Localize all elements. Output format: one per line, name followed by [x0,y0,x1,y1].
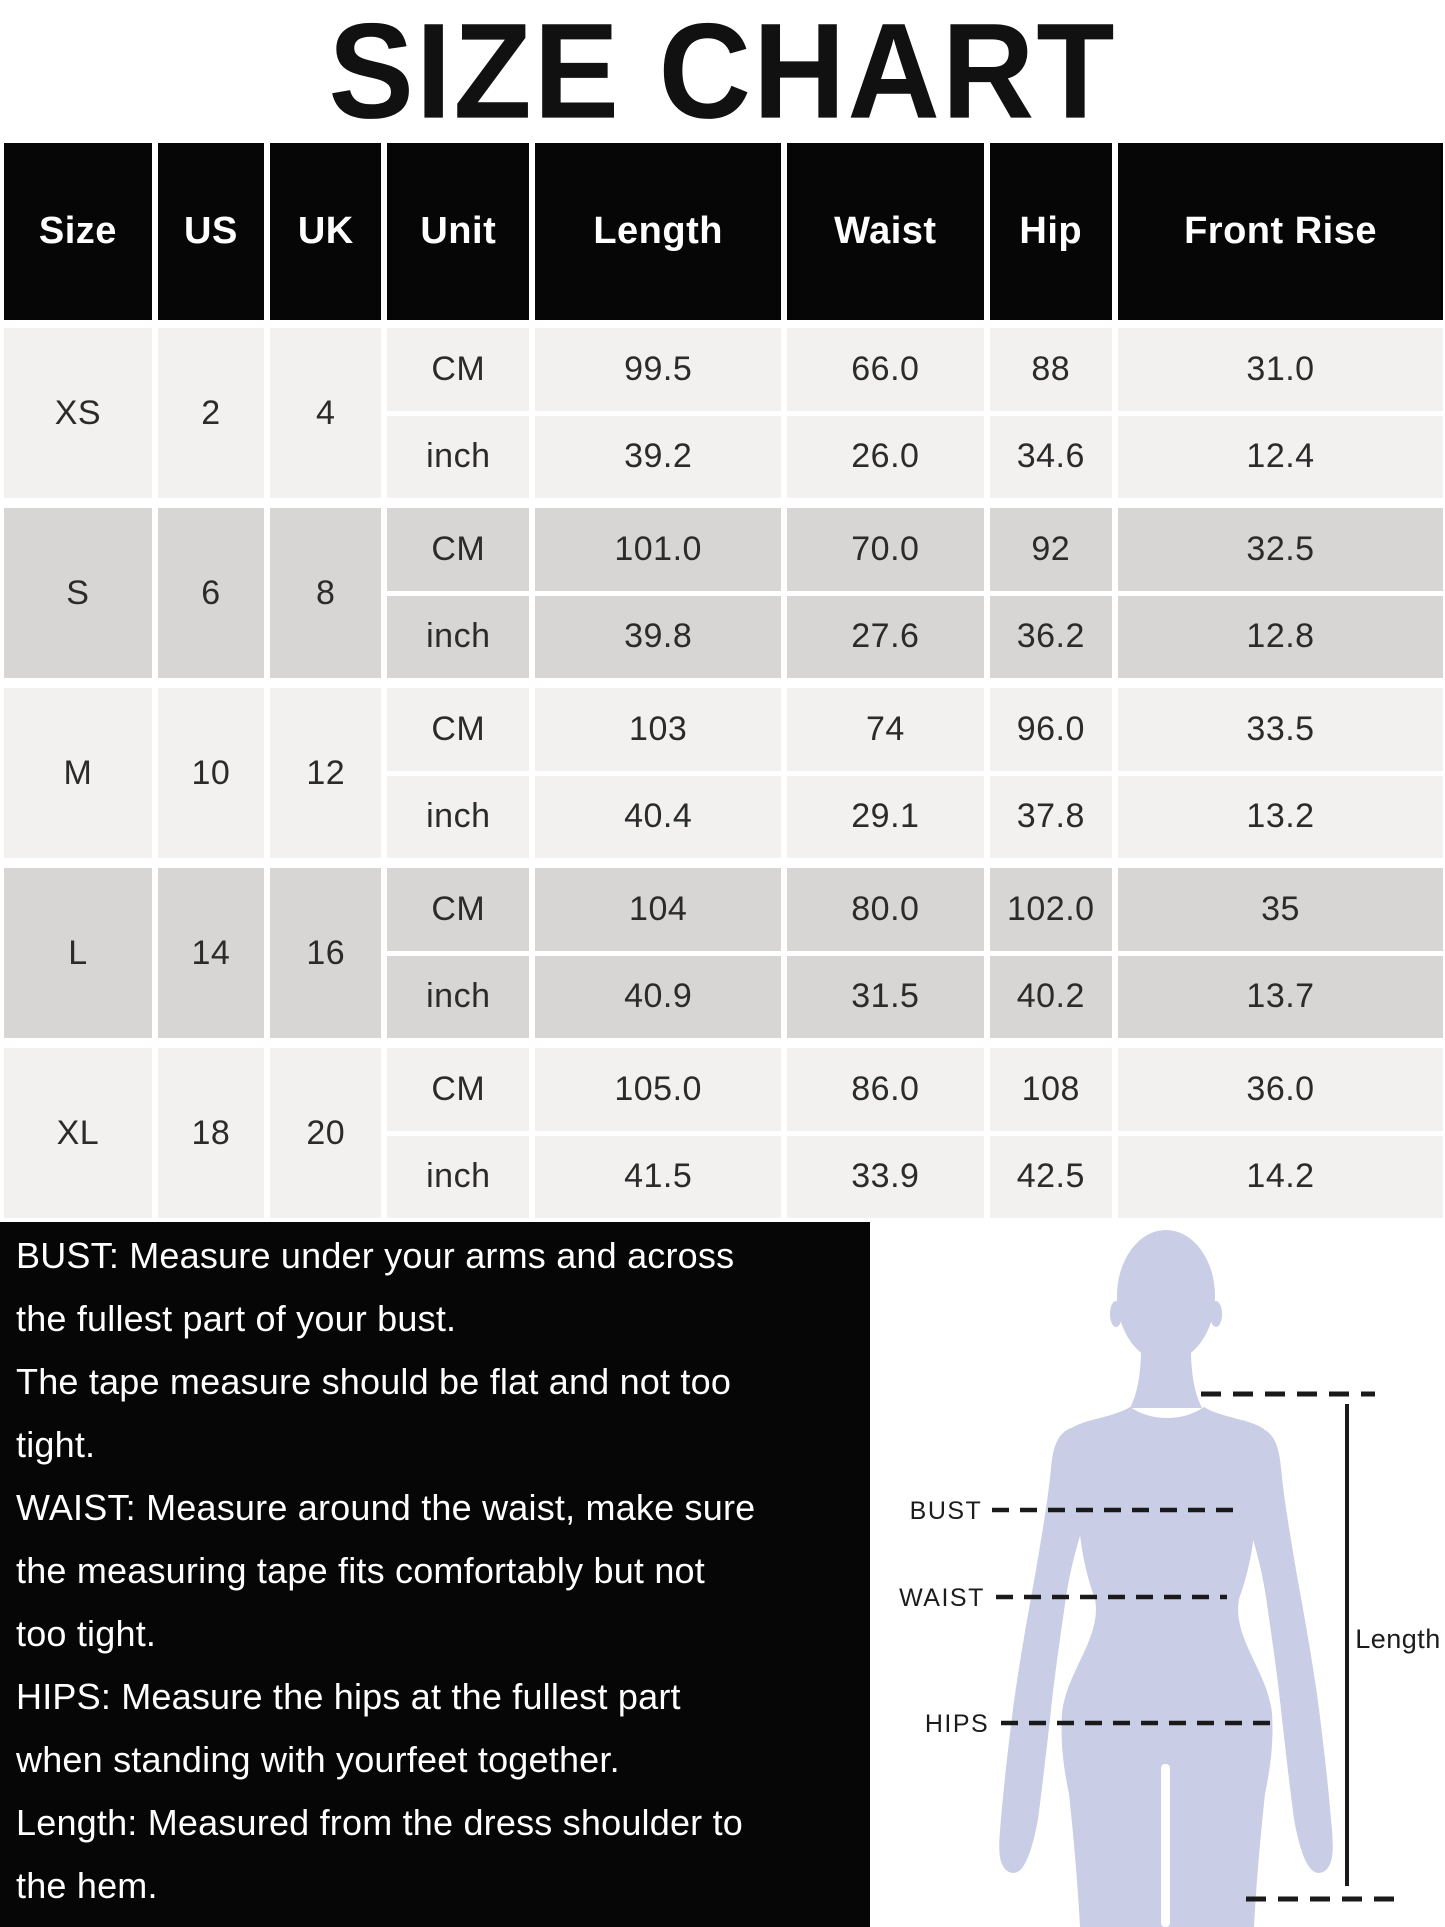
header-hip: Hip [990,143,1112,320]
instruction-line: WAIST: Measure around the waist, make sure [16,1487,756,1528]
cm-hip: 108 [990,1048,1112,1131]
instruction-line: tight. [16,1424,96,1465]
unit-cm-label: CM [387,868,529,951]
cm-waist: 70.0 [787,508,983,591]
measurement-diagram [870,1218,1445,1927]
table-row-l [4,868,1443,1038]
uk-value: 12 [270,688,381,858]
table-header-row [4,143,1443,320]
size-label: XL [4,1048,152,1218]
instruction-line: the hem. [16,1865,158,1906]
waist-label: WAIST [899,1584,985,1612]
table-row-s [4,508,1443,678]
table-row-xs [4,328,1443,498]
unit-cm-label: CM [387,688,529,771]
us-value: 18 [158,1048,264,1218]
header-waist: Waist [787,143,983,320]
cm-hip: 88 [990,328,1112,411]
cm-waist: 74 [787,688,983,771]
header-us: US [158,143,264,320]
us-value: 6 [158,508,264,678]
cm-hip: 102.0 [990,868,1112,951]
cm-waist: 80.0 [787,868,983,951]
header-uk: UK [270,143,381,320]
instruction-line: too tight. [16,1613,157,1654]
unit-cm-label: CM [387,508,529,591]
cm-front-rise: 32.5 [1118,508,1443,591]
header-length: Length [535,143,781,320]
cm-front-rise: 31.0 [1118,328,1443,411]
cm-length: 99.5 [535,328,781,411]
inch-length: 41.5 [535,1136,781,1219]
uk-value: 16 [270,868,381,1038]
uk-value: 4 [270,328,381,498]
cm-front-rise: 36.0 [1118,1048,1443,1131]
inch-length: 40.9 [535,956,781,1039]
table-row-m [4,688,1443,858]
header-size: Size [4,143,152,320]
inch-waist: 31.5 [787,956,983,1039]
header-front-rise: Front Rise [1118,143,1443,320]
us-value: 10 [158,688,264,858]
cm-length: 101.0 [535,508,781,591]
size-label: M [4,688,152,858]
table-row-xl [4,1048,1443,1218]
cm-front-rise: 35 [1118,868,1443,951]
cm-length: 104 [535,868,781,951]
instruction-line: HIPS: Measure the hips at the fullest part [16,1676,681,1717]
leg-gap [1161,1764,1170,1927]
us-value: 14 [158,868,264,1038]
unit-cm-label: CM [387,1048,529,1131]
inch-front-rise: 13.2 [1118,776,1443,859]
inch-hip: 37.8 [990,776,1112,859]
uk-value: 20 [270,1048,381,1218]
unit-inch-label: inch [387,416,529,499]
inch-front-rise: 14.2 [1118,1136,1443,1219]
body-silhouette-diagram [870,1218,1445,1927]
instruction-line: when standing with yourfeet together. [16,1739,620,1780]
cm-waist: 66.0 [787,328,983,411]
inch-waist: 26.0 [787,416,983,499]
header-unit: Unit [387,143,529,320]
unit-inch-label: inch [387,776,529,859]
inch-front-rise: 12.4 [1118,416,1443,499]
cm-hip: 96.0 [990,688,1112,771]
length-label: Length [1355,1624,1441,1654]
instruction-line: BUST: Measure under your arms and across [16,1235,735,1276]
inch-hip: 40.2 [990,956,1112,1039]
uk-value: 8 [270,508,381,678]
inch-front-rise: 12.8 [1118,596,1443,679]
page-title-wrap [0,0,1445,148]
instruction-line: The tape measure should be flat and not too [16,1361,732,1402]
bust-label: BUST [909,1497,983,1525]
measure-instructions [0,1218,870,1927]
unit-inch-label: inch [387,596,529,679]
inch-waist: 33.9 [787,1136,983,1219]
size-label: L [4,868,152,1038]
unit-inch-label: inch [387,1136,529,1219]
cm-waist: 86.0 [787,1048,983,1131]
page-title: SIZE CHART [328,0,1117,148]
instruction-line: the fullest part of your bust. [16,1298,457,1339]
size-table [4,143,1443,1218]
cm-front-rise: 33.5 [1118,688,1443,771]
inch-hip: 36.2 [990,596,1112,679]
cm-length: 105.0 [535,1048,781,1131]
inch-waist: 29.1 [787,776,983,859]
unit-inch-label: inch [387,956,529,1039]
inch-hip: 34.6 [990,416,1112,499]
inch-hip: 42.5 [990,1136,1112,1219]
cm-hip: 92 [990,508,1112,591]
us-value: 2 [158,328,264,498]
instruction-line: the measuring tape fits comfortably but not [16,1550,705,1591]
cm-length: 103 [535,688,781,771]
inch-length: 40.4 [535,776,781,859]
inch-waist: 27.6 [787,596,983,679]
hips-label: HIPS [924,1710,990,1738]
unit-cm-label: CM [387,328,529,411]
bottom-section [0,1218,1445,1927]
inch-front-rise: 13.7 [1118,956,1443,1039]
size-label: S [4,508,152,678]
inch-length: 39.8 [535,596,781,679]
instruction-line: Length: Measured from the dress shoulder to [16,1802,744,1843]
inch-length: 39.2 [535,416,781,499]
size-label: XS [4,328,152,498]
